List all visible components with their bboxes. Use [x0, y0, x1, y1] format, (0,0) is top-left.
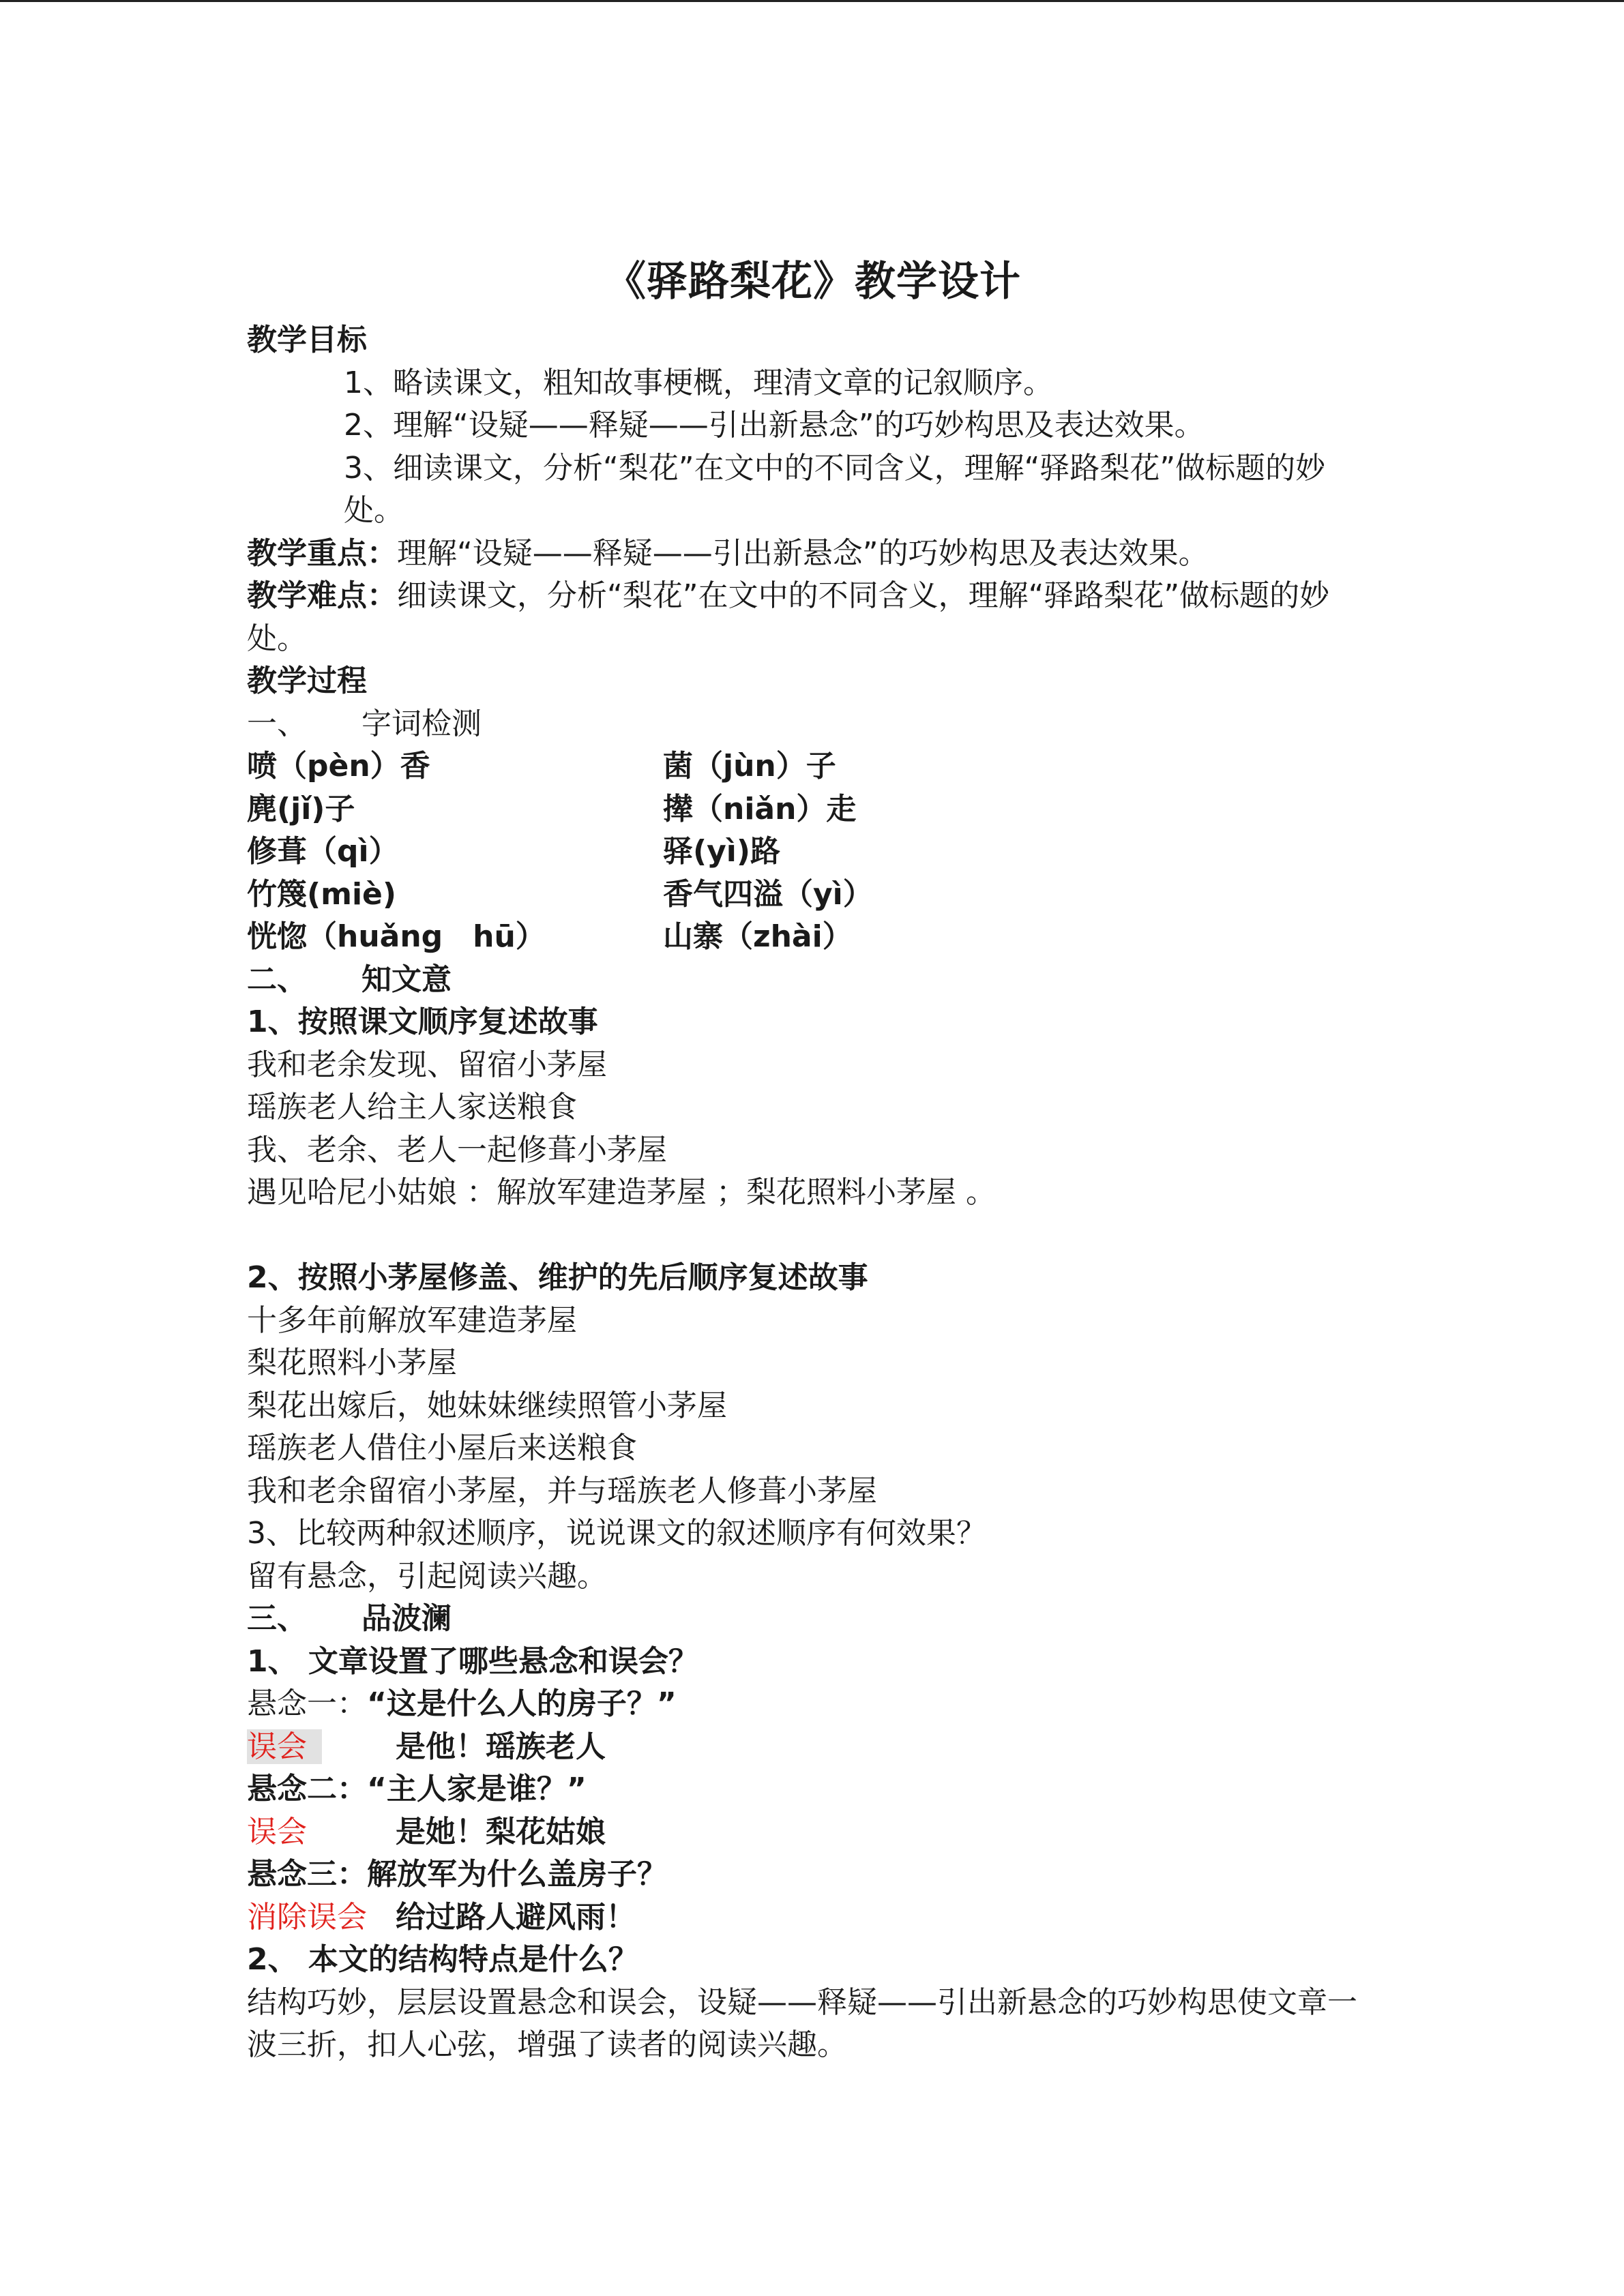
word-cell: 驿(yì)路: [663, 834, 780, 869]
objective-item-3: 3、细读课文，分析“梨花”在文中的不同含义，理解“驿路梨花”做标题的妙处。: [344, 450, 1326, 528]
key-point-label: 教学重点：: [247, 535, 397, 571]
section3-heading: [247, 1598, 1379, 1641]
story-line: 瑶族老人给主人家送粮食: [247, 1090, 577, 1124]
word-cell: 修葺（qì）: [247, 834, 399, 869]
word-cell: 撵（niǎn）走: [663, 791, 857, 826]
word-cell: 菌（jùn）子: [663, 749, 836, 784]
objective-item-2: 2、理解“设疑——释疑——引出新悬念”的巧妙构思及表达效果。: [344, 408, 1205, 443]
word-row-2: [247, 788, 1379, 831]
section2-number: 二、: [247, 961, 307, 997]
misunderstanding-1-text: 是他！瑶族老人: [396, 1729, 606, 1764]
objectives-heading: 教学目标: [247, 323, 367, 357]
section2-question-2: 2、按照小茅屋修盖、维护的先后顺序复述故事: [247, 1260, 868, 1295]
key-point: [247, 533, 1379, 576]
word-cell: 喷（pèn）香: [247, 749, 430, 784]
section3-answer-2: 结构巧妙，层层设置悬念和误会，设疑——释疑——引出新悬念的巧妙构思使文章一波三折，扣人心弦，增强了读者的阅读兴趣。: [247, 1984, 1357, 2062]
story-line: 瑶族老人借住小屋后来送粮食: [247, 1431, 637, 1465]
difficult-point-text: 细读课文，分析“梨花”在文中的不同含义，理解“驿路梨花”做标题的妙处。: [247, 578, 1330, 656]
misunderstanding-2-label: 误会: [247, 1814, 307, 1849]
clear-misunderstanding: [247, 1896, 1379, 1939]
word-row-4: [247, 874, 1379, 916]
story-line: 我和老余留宿小茅屋，并与瑶族老人修葺小茅屋: [247, 1473, 877, 1508]
story-line: 我、老余、老人一起修葺小茅屋: [247, 1132, 667, 1167]
objective-item-1: 1、略读课文，粗知故事梗概，理清文章的记叙顺序。: [344, 365, 1053, 400]
word-cell: 山寨（zhài）: [663, 919, 853, 954]
word-cell: 竹篾(miè): [247, 876, 396, 912]
section2-heading: [247, 959, 1379, 1002]
misunderstanding-2-text: 是她！梨花姑娘: [396, 1814, 606, 1849]
misunderstanding-2: [247, 1811, 1379, 1854]
clear-misunderstanding-label: 消除误会: [247, 1899, 367, 1935]
section1-number: 一、: [247, 706, 307, 741]
story-line: 遇见哈尼小姑娘 ：解放军建造茅屋 ；梨花照料小茅屋 。: [247, 1175, 996, 1210]
misunderstanding-1-label: 误会: [247, 1729, 322, 1764]
story-line: 梨花照料小茅屋: [247, 1345, 457, 1380]
word-row-5: [247, 916, 1379, 959]
story-line: 梨花出嫁后，她妹妹继续照管小茅屋: [247, 1388, 727, 1423]
word-row-1: [247, 745, 1379, 788]
difficult-point-label: 教学难点：: [247, 578, 397, 613]
word-row-3: [247, 831, 1379, 874]
word-cell: 香气四溢（yì）: [663, 876, 873, 912]
page-top-border: [0, 0, 1624, 2]
story-line: 十多年前解放军建造茅屋: [247, 1302, 577, 1338]
clear-misunderstanding-text: 给过路人避风雨！: [396, 1899, 636, 1935]
section3-question-1: 1、 文章设置了哪些悬念和误会？: [247, 1643, 698, 1679]
difficult-point: [247, 575, 1379, 660]
document-body: [247, 252, 1379, 2067]
section1-title: 字词检测: [361, 706, 482, 741]
section3-question-2: 2、 本文的结构特点是什么？: [247, 1942, 638, 1977]
suspense-1: [247, 1683, 1379, 1726]
section2-answer-3: 留有悬念，引起阅读兴趣。: [247, 1558, 607, 1594]
section1-heading: [247, 703, 1379, 746]
suspense-1-label: 悬念一：: [247, 1686, 367, 1721]
suspense-3: 悬念三：解放军为什么盖房子？: [247, 1857, 667, 1892]
section2-question-1: 1、按照课文顺序复述故事: [247, 1004, 598, 1039]
section3-title: 品波澜: [361, 1601, 452, 1636]
section2-title: 知文意: [361, 961, 452, 997]
story-line: 我和老余发现、留宿小茅屋: [247, 1047, 607, 1082]
misunderstanding-1: [247, 1726, 1379, 1769]
document-title: 《驿路梨花》教学设计: [605, 258, 1021, 305]
suspense-2: 悬念二：“主人家是谁？”: [247, 1772, 587, 1806]
section2-question-3: 3、比较两种叙述顺序，说说课文的叙述顺序有何效果？: [247, 1516, 986, 1551]
word-cell: 麂(jǐ)子: [247, 791, 355, 826]
section3-number: 三、: [247, 1601, 307, 1636]
process-heading: 教学过程: [247, 664, 367, 698]
word-cell: 恍惚（huǎng hū）: [247, 919, 546, 954]
key-point-text: 理解“设疑——释疑——引出新悬念”的巧妙构思及表达效果。: [397, 535, 1209, 571]
suspense-1-text: “这是什么人的房子？”: [367, 1686, 677, 1721]
blank-line: [247, 1214, 1379, 1257]
